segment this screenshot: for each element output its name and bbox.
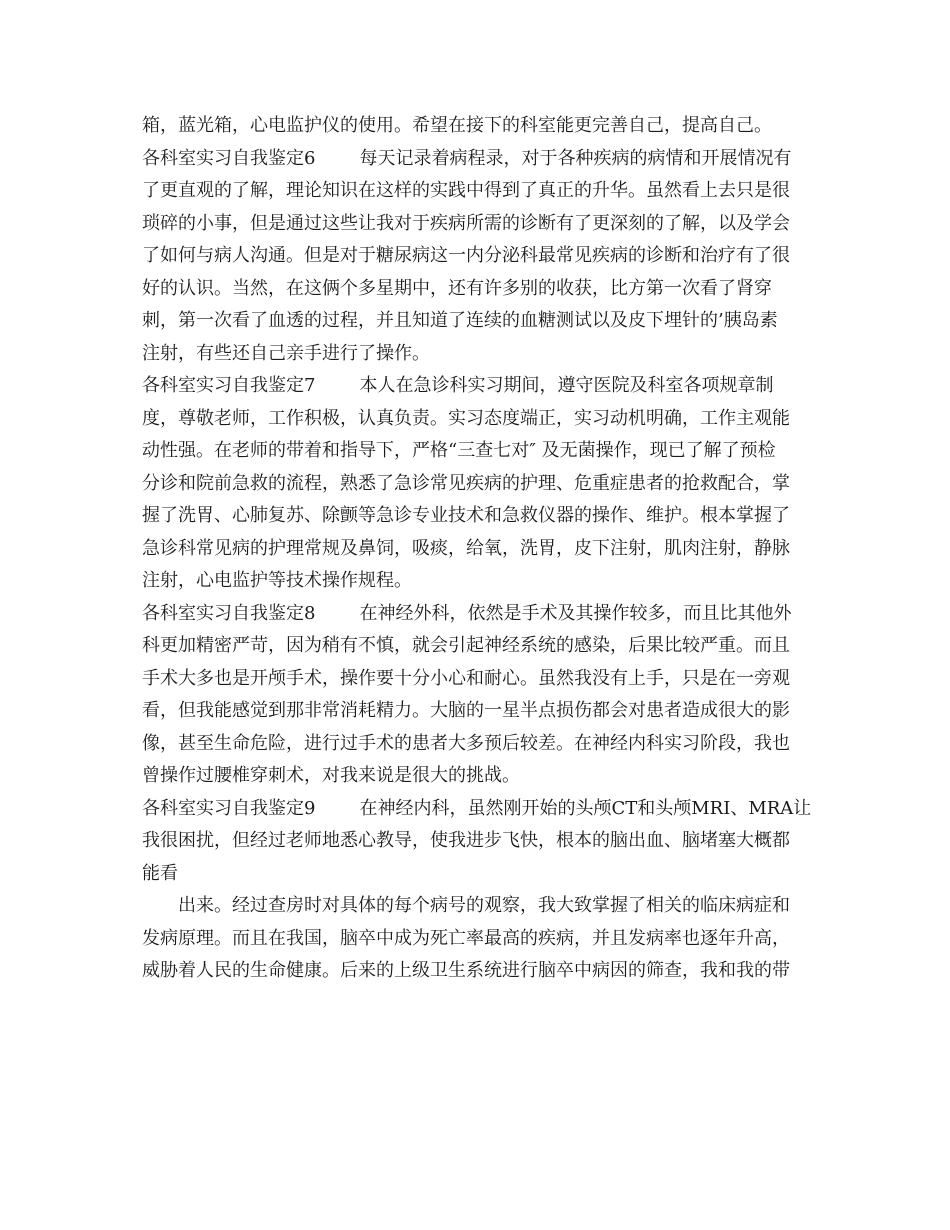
line-text: 注射，心电监护等技术操作规程。	[142, 570, 412, 591]
text-line	[142, 695, 812, 728]
section-line	[142, 598, 812, 631]
text-line	[142, 955, 812, 988]
text-line	[142, 565, 812, 598]
text-line	[142, 403, 812, 436]
line-text: 急诊科常见病的护理常规及鼻饲，吸痰，给氧，洗胃，皮下注射，肌肉注射，静脉	[142, 537, 790, 559]
line-text: 琐碎的小事，但是通过这些让我对于疾病所需的诊断有了更深刻的了解，以及学会	[142, 212, 790, 234]
text-line	[142, 208, 812, 241]
line-text: 发病原理。而且在我国，脑卒中成为死亡率最高的疾病，并且发病率也逐年升高，	[142, 927, 790, 949]
text-line	[142, 825, 812, 858]
line-text: 像，甚至生命危险，进行过手术的患者大多预后较差。在神经内科实习阶段，我也	[142, 732, 790, 754]
text-line	[142, 435, 812, 468]
section-heading: 各科室实习自我鉴定7	[142, 375, 316, 396]
line-text: 本人在急诊科实习期间，遵守医院及科室各项规章制	[359, 375, 774, 396]
line-text: 威胁着人民的生命健康。后来的上级卫生系统进行脑卒中病因的筛查，我和我的带	[142, 960, 790, 981]
line-text: 注射，有些还自己亲手进行了操作。	[142, 342, 430, 364]
line-text: 握了洗胃、心肺复苏、除颤等急诊专业技术和急救仪器的操作、维护。根本掌握了	[142, 505, 790, 526]
line-text: 了如何与病人沟通。但是对于糖尿病这一内分泌科最常见疾病的诊断和治疗有了很	[142, 245, 790, 266]
text-line	[142, 533, 812, 566]
section-heading: 各科室实习自我鉴定9	[142, 797, 316, 819]
line-text: 手术大多也是开颅手术，操作要十分小心和耐心。虽然我没有上手，只是在一旁观	[142, 667, 790, 689]
text-line	[142, 728, 812, 761]
line-text: 每天记录着病程录，对于各种疾病的病情和开展情况有	[359, 147, 792, 169]
line-text: 动性强。在老师的带着和指导下，严格“三查七对″ 及无菌操作，现已了解了预检	[142, 440, 776, 461]
text-line	[142, 760, 812, 793]
line-text: 好的认识。当然，在这俩个多星期中，还有许多别的收获，比方第一次看了肾穿	[142, 277, 772, 299]
section-heading: 各科室实习自我鉴定6	[142, 147, 316, 169]
document-body	[142, 110, 812, 988]
line-text: 我很困扰，但经过老师地悉心教导，使我进步飞快，根本的脑出血、脑堵塞大概都	[142, 830, 790, 851]
line-text: 看，但我能感觉到那非常消耗精力。大脑的一星半点损伤都会对患者造成很大的影	[142, 700, 790, 721]
text-line	[142, 468, 812, 501]
text-line	[142, 175, 812, 208]
section-line	[142, 793, 812, 826]
line-text: 出来。经过查房时对具体的每个病号的观察，我大致掌握了相关的临床病症和	[178, 895, 790, 916]
line-text: 了更直观的了解，理论知识在这样的实践中得到了真正的升华。虽然看上去只是很	[142, 180, 790, 201]
text-line	[142, 240, 812, 273]
text-line	[142, 273, 812, 306]
line-text: 曾操作过腰椎穿刺术，对我来说是很大的挑战。	[142, 765, 520, 786]
line-text: 在神经外科，依然是手术及其操作较多，而且比其他外	[359, 602, 792, 624]
line-text: 在神经内科，虽然刚开始的头颅CT和头颅MRI、MRA让	[359, 797, 812, 819]
text-line	[142, 500, 812, 533]
text-line	[142, 923, 812, 956]
line-text: 度，尊敬老师，工作积极，认真负责。实习态度端正，实习动机明确，工作主观能	[142, 407, 790, 429]
line-text: 刺，第一次看了血透的过程，并且知道了连续的血糖测试以及皮下埋针的’胰岛素	[142, 310, 778, 331]
section-heading: 各科室实习自我鉴定8	[142, 602, 316, 624]
text-line	[142, 630, 812, 663]
text-line	[142, 338, 812, 371]
line-text: 能看	[142, 862, 178, 884]
section-line	[142, 143, 812, 176]
text-line	[142, 858, 812, 891]
text-line	[142, 663, 812, 696]
line-text: 分诊和院前急救的流程，熟悉了急诊常见疾病的护理、危重症患者的抢救配合，掌	[142, 472, 790, 494]
text-line	[142, 305, 812, 338]
line-text: 科更加精密严苛，因为稍有不慎，就会引起神经系统的感染，后果比较严重。而且	[142, 635, 790, 656]
section-line	[142, 370, 812, 403]
text-line	[142, 110, 812, 143]
line-text: 箱，蓝光箱，心电监护仪的使用。希望在接下的科室能更完善自己，提高自己。	[142, 115, 772, 136]
text-line	[142, 890, 812, 923]
